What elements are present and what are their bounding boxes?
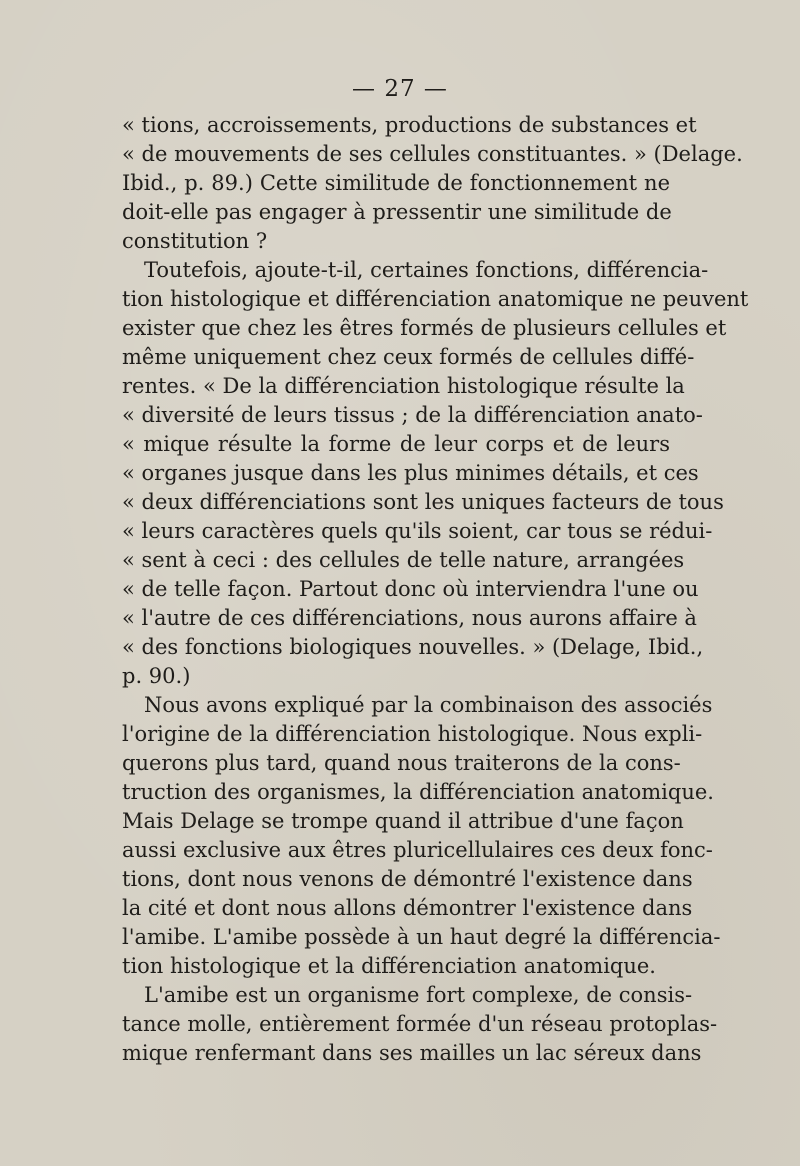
- text-line: mique renfermant dans ses mailles un lac séreux dans: [122, 1041, 702, 1065]
- body-text: [122, 111, 749, 1068]
- text-line: aussi exclusive aux êtres pluricellulaires ces deux fonc-: [122, 838, 713, 862]
- text-line: querons plus tard, quand nous traiterons de la cons-: [122, 751, 681, 775]
- text-line: Nous avons expliqué par la combinaison des associés: [144, 693, 713, 717]
- text-line: « diversité de leurs tissus ; de la différenciation anato-: [122, 403, 703, 427]
- text-line: constitution ?: [122, 229, 268, 253]
- text-line: tance molle, entièrement formée d'un réseau protoplas-: [122, 1012, 718, 1036]
- text-line: l'origine de la différenciation histologique. Nous expli-: [122, 722, 703, 746]
- text-line: « l'autre de ces différenciations, nous aurons affaire à: [122, 606, 697, 630]
- text-line: Mais Delage se trompe quand il attribue d'une façon: [122, 809, 684, 833]
- text-line: truction des organismes, la différenciation anatomique.: [122, 780, 714, 804]
- text-line: tion histologique et différenciation anatomique ne peuvent: [122, 287, 749, 311]
- text-line: « deux différenciations sont les uniques facteurs de tous: [122, 490, 724, 514]
- text-line: « sent à ceci : des cellules de telle nature, arrangées: [122, 548, 685, 572]
- text-line: Toutefois, ajoute-t-il, certaines fonctions, différencia-: [144, 258, 709, 282]
- text-line: tion histologique et la différenciation anatomique.: [122, 954, 656, 978]
- text-line: L'amibe est un organisme fort complexe, de consis-: [144, 983, 693, 1007]
- text-line: p. 90.): [122, 664, 191, 688]
- text-line: l'amibe. L'amibe possède à un haut degré la différencia-: [122, 925, 721, 949]
- text-line: même uniquement chez ceux formés de cellules diffé-: [122, 345, 695, 369]
- page-number: — 27 —: [352, 76, 448, 102]
- text-line: tions, dont nous venons de démontré l'existence dans: [122, 867, 693, 891]
- text-line: rentes. « De la différenciation histologique résulte la: [122, 374, 685, 398]
- text-line: « mique résulte la forme de leur corps et de leurs: [122, 432, 670, 456]
- text-line: la cité et dont nous allons démontrer l'existence dans: [122, 896, 693, 920]
- text-line: « leurs caractères quels qu'ils soient, car tous se rédui-: [122, 519, 713, 543]
- text-line: « des fonctions biologiques nouvelles. » (Delage, Ibid.,: [122, 635, 704, 659]
- text-line: « de telle façon. Partout donc où interviendra l'une ou: [122, 577, 699, 601]
- text-line: doit-elle pas engager à pressentir une similitude de: [122, 200, 672, 224]
- text-line: « de mouvements de ses cellules constituantes. » (Delage.: [122, 142, 743, 166]
- text-line: « tions, accroissements, productions de substances et: [122, 113, 697, 137]
- text-line: Ibid., p. 89.) Cette similitude de fonctionnement ne: [122, 171, 670, 195]
- text-line: exister que chez les êtres formés de plusieurs cellules et: [122, 316, 727, 340]
- text-line: « organes jusque dans les plus minimes détails, et ces: [122, 461, 699, 485]
